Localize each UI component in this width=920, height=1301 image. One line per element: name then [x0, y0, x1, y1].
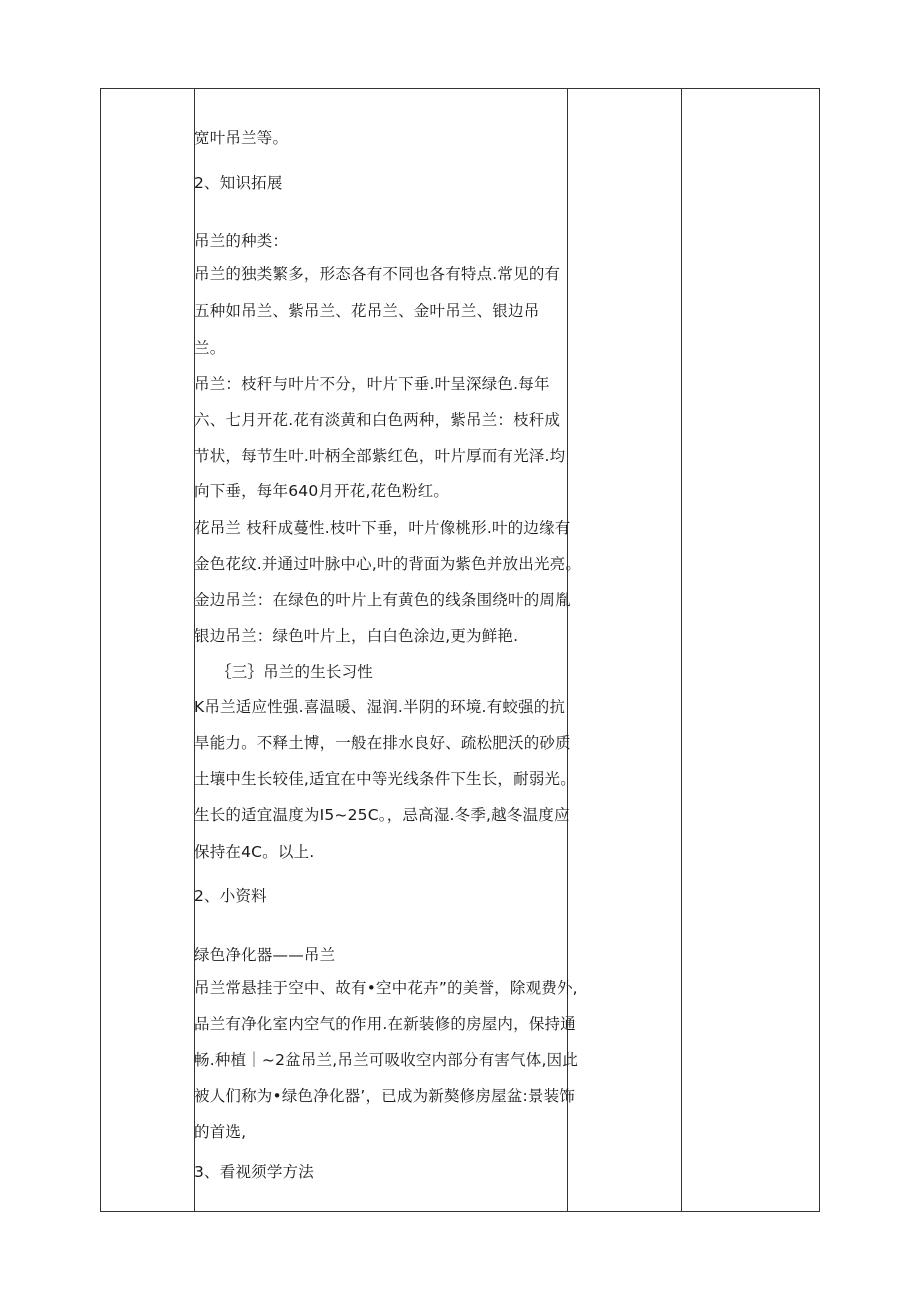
- text-line: 吊兰：枝秆与叶片不分，叶片下垂.叶呈深绿色.每年: [194, 375, 550, 393]
- section-heading: 2、小资料: [194, 887, 267, 905]
- text-line: 节状，每节生叶.叶柄全部紫红色，叶片厚而有光泽.均: [194, 447, 566, 465]
- text-line: 吊兰的种类：: [194, 232, 289, 250]
- text-line: 宽叶吊兰等。: [194, 129, 289, 147]
- text-line: 的首选,: [194, 1123, 247, 1141]
- section-heading: 3、看视须学方法: [194, 1163, 314, 1181]
- section-heading: ｛三｝吊兰的生长习性: [216, 663, 374, 681]
- column-divider: [567, 89, 568, 1211]
- column-divider: [194, 89, 195, 1211]
- text-line: 银边吊兰：绿色叶片上，白白色涂边,更为鲜艳.: [194, 627, 519, 645]
- section-heading: 2、知识拓展: [194, 174, 283, 192]
- text-line: 兰。: [194, 339, 226, 357]
- text-line: 旱能力。不释土博，一般在排水良好、疏松肥沃的砂质: [194, 734, 571, 752]
- text-line: 被人们称为•绿色净化器’，已成为新獒修房屋盆:景装饰: [194, 1087, 575, 1105]
- text-line: 绿色净化器——吊兰: [194, 946, 336, 964]
- text-line: 品兰有净化室内空气的作用.在新装修的房屋内，保持通: [194, 1015, 576, 1033]
- text-line: 保持在4C。以上.: [194, 843, 315, 861]
- text-line: 花吊兰 枝秆成蔓性.枝叶下垂，叶片像桃形.叶的边缘有: [194, 519, 571, 537]
- text-line: 金边吊兰：在绿色的叶片上有黄色的线条围绕叶的周胤: [194, 591, 571, 609]
- text-line: 吊兰常悬挂于空中、故有•空中花卉”的美誉，除观费外,: [194, 979, 578, 997]
- text-line: K吊兰适应性强.喜温暖、湿润.半阴的环境.有蛟强的抗: [194, 698, 566, 716]
- text-line: 畅.种植｜~2盆吊兰,吊兰可吸收空内部分有害气体,因此: [194, 1051, 579, 1069]
- text-line: 六、七月开花.花有淡黄和白色两种，紫吊兰：枝秆成: [194, 411, 561, 429]
- text-line: 五种如吊兰、紫吊兰、花吊兰、金叶吊兰、银边吊: [194, 302, 540, 320]
- text-line: 吊兰的独类繁多，形态各有不同也各有特点.常见的有: [194, 265, 561, 283]
- text-line: 生长的适宜温度为I5~25C。，忌高湿.冬季,越冬温度应: [194, 806, 570, 824]
- lesson-table: [100, 88, 820, 1212]
- column-divider: [681, 89, 682, 1211]
- text-line: 向下垂，每年640月开花,花色粉红。: [194, 482, 450, 500]
- text-line: 土壤中生长较佳,适宜在中等光线条件下生长，耐弱光。: [194, 770, 576, 788]
- text-line: 金色花纹.并通过叶脉中心,叶的背面为紫色并放出光亮。: [194, 555, 582, 573]
